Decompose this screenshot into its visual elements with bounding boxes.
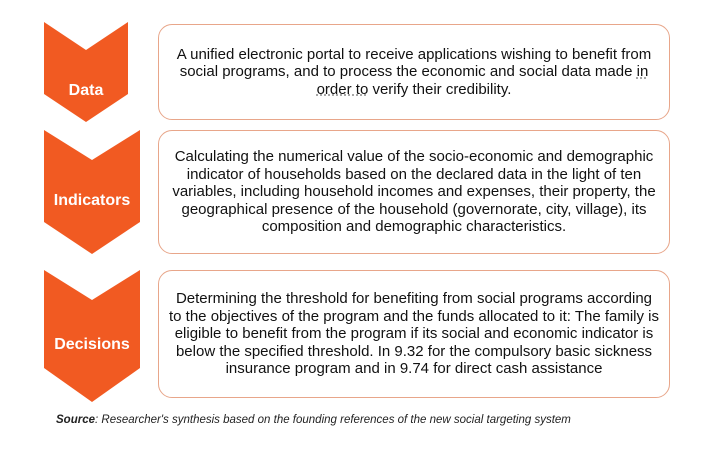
step-text: A unified electronic portal to receive applications wishing to benefit from social programs, and to process the economic and social data made: [176, 45, 652, 81]
step-label: Decisions: [54, 336, 130, 353]
step-description-box: [158, 24, 670, 120]
step-description-box: [158, 270, 670, 398]
step-data: [0, 14, 720, 124]
source-label: Source: [56, 414, 95, 426]
underlined-text: in order to: [316, 63, 649, 98]
step-indicators: [0, 124, 720, 262]
step-description: Calculating the numerical value of the socio-economic and demographic indicator of households based on the declared data in the light of ten variables, including household incomes and expenses, their property, the geographical presence of the household (governorate, city, village), its composition and demographic characteristics.: [172, 148, 656, 236]
chevron-arrow-icon: [44, 270, 140, 402]
step-decisions: [0, 264, 720, 410]
source-text: : Researcher's synthesis based on the founding references of the new social targeting system: [95, 414, 571, 426]
step-text-end: verify their credibility.: [368, 80, 512, 98]
step-description: Determining the threshold for benefiting from social programs according to the objectives of the program and the funds allocated to it: The family is eligible to benefit from the program if its social and economic indicator is below the specified threshold. In 9.32 for the compulsory basic sickness insurance program and in 9.74 for direct cash assistance: [169, 290, 659, 378]
source-note: [56, 412, 596, 429]
step-description-box: [158, 130, 670, 254]
step-label: Data: [68, 82, 104, 99]
step-description: [159, 46, 669, 99]
chevron-arrow-icon: [44, 130, 140, 254]
step-label: Indicators: [53, 192, 131, 209]
chevron-arrow-icon: [44, 22, 128, 122]
